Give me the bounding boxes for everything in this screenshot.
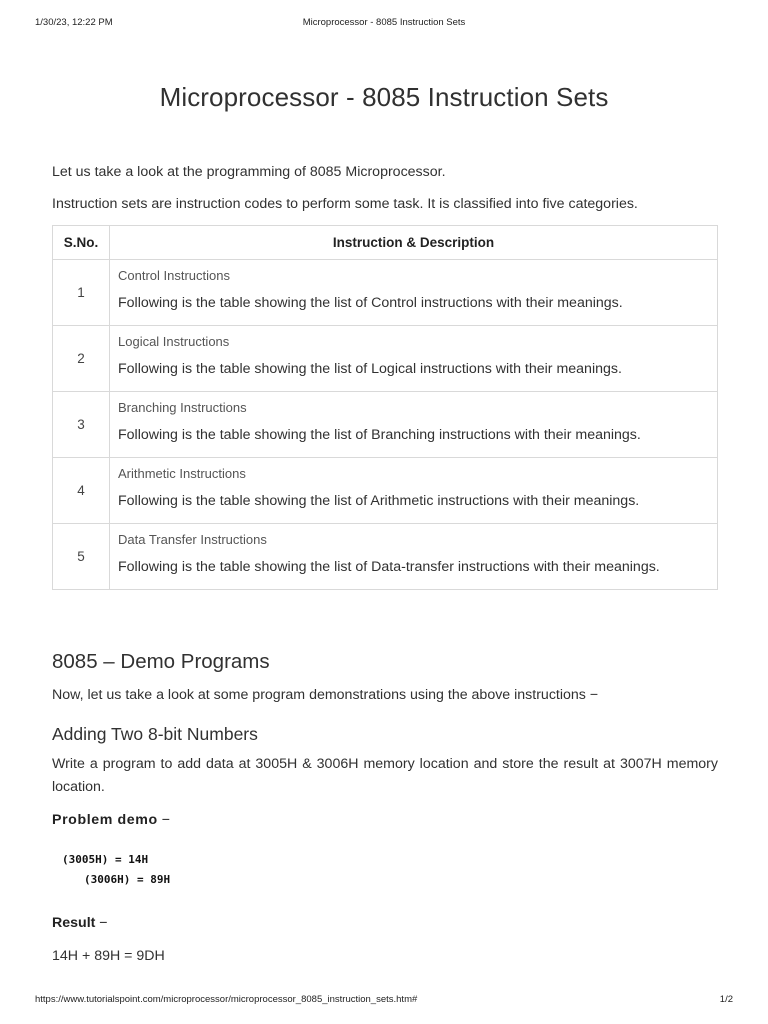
page-title: Microprocessor - 8085 Instruction Sets	[159, 82, 609, 112]
row-description-cell	[110, 392, 718, 458]
column-header-sno: S.No.	[53, 226, 110, 260]
category-name: Branching Instructions	[118, 400, 247, 415]
print-title: Microprocessor - 8085 Instruction Sets	[302, 17, 466, 28]
row-description-cell	[110, 524, 718, 590]
result-text: 14H + 89H = 9DH	[52, 948, 165, 964]
category-description: Following is the table showing the list of Branching instructions with their meanings.	[118, 427, 641, 443]
demo-heading: 8085 – Demo Programs	[52, 650, 270, 673]
code-line-2: (3006H) = 89H	[84, 873, 171, 886]
task-paragraph: Write a program to add data at 3005H & 3006H memory location and store the result at 3007H memory location.	[52, 756, 718, 795]
print-url: https://www.tutorialspoint.com/microprocessor/microprocessor_8085_instruction_sets.htm#	[35, 994, 418, 1005]
table-row	[53, 326, 718, 392]
row-number: 5	[53, 524, 110, 590]
problem-demo-dash: −	[157, 812, 170, 828]
table-row	[53, 458, 718, 524]
print-header	[35, 17, 733, 31]
category-name: Control Instructions	[118, 268, 230, 283]
row-number: 4	[53, 458, 110, 524]
demo-intro: Now, let us take a look at some program demonstrations using the above instructions −	[52, 687, 599, 703]
result-label	[52, 915, 108, 931]
adding-numbers-heading: Adding Two 8-bit Numbers	[52, 724, 258, 744]
problem-demo-text: Problem demo	[52, 812, 158, 828]
page-number: 1/2	[719, 994, 733, 1005]
row-description-cell	[110, 326, 718, 392]
table-row	[53, 392, 718, 458]
category-description: Following is the table showing the list of Arithmetic instructions with their meanings.	[118, 493, 640, 509]
row-number: 1	[53, 260, 110, 326]
column-header-description: Instruction & Description	[110, 226, 718, 260]
row-description-cell	[110, 458, 718, 524]
row-number: 3	[53, 392, 110, 458]
row-description-cell	[110, 260, 718, 326]
category-description: Following is the table showing the list of Logical instructions with their meanings.	[118, 361, 622, 377]
print-datetime: 1/30/23, 12:22 PM	[35, 17, 113, 28]
intro-paragraph-2: Instruction sets are instruction codes to perform some task. It is classified into five categories.	[52, 196, 638, 212]
table-header-row	[53, 226, 718, 260]
category-name: Arithmetic Instructions	[118, 466, 246, 481]
problem-demo-label	[52, 812, 170, 828]
instruction-table	[52, 225, 718, 590]
result-label-dash: −	[95, 915, 108, 931]
print-footer	[35, 994, 733, 1008]
result-label-text: Result	[52, 915, 96, 931]
category-description: Following is the table showing the list of Control instructions with their meanings.	[118, 295, 623, 311]
code-line-1: (3005H) = 14H	[62, 853, 149, 866]
intro-paragraph-1: Let us take a look at the programming of 8085 Microprocessor.	[52, 164, 446, 180]
category-description: Following is the table showing the list of Data-transfer instructions with their meanings.	[118, 559, 660, 575]
category-name: Data Transfer Instructions	[118, 532, 267, 547]
table-row	[53, 260, 718, 326]
table-row	[53, 524, 718, 590]
row-number: 2	[53, 326, 110, 392]
category-name: Logical Instructions	[118, 334, 230, 349]
